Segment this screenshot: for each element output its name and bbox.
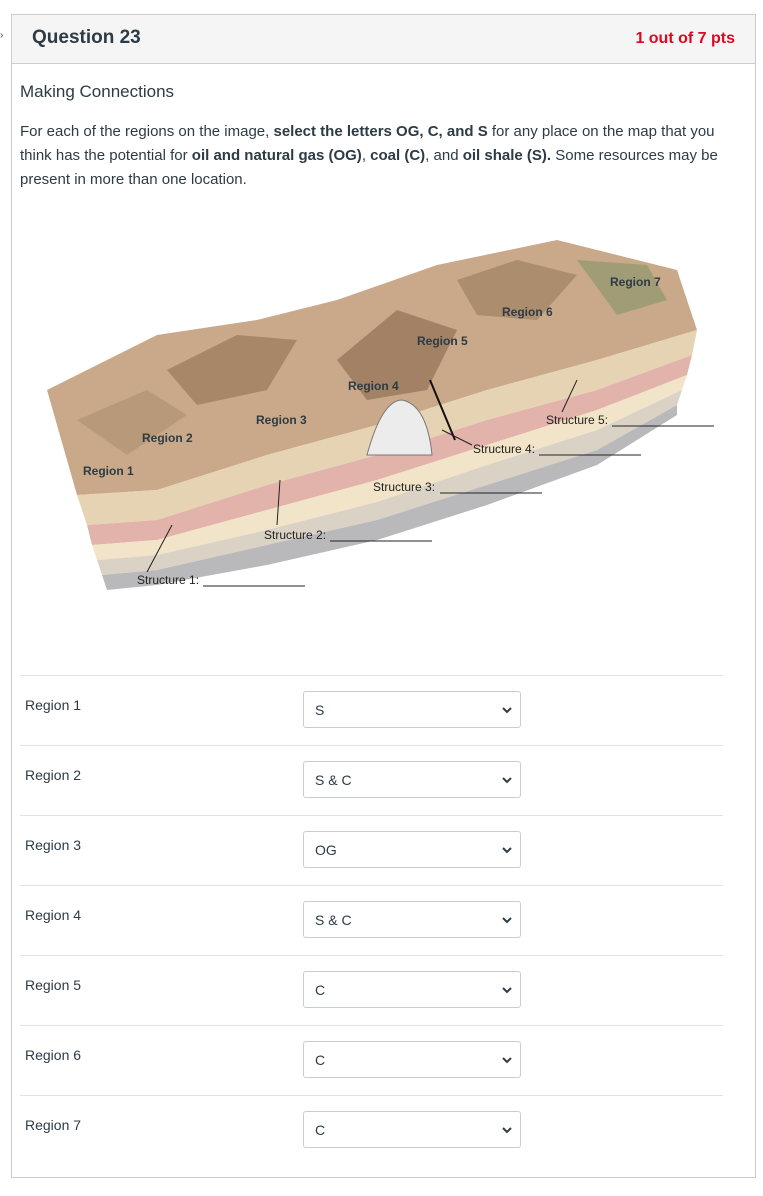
chevron-down-icon — [502, 705, 512, 715]
region-label: Region 7 — [610, 275, 661, 289]
select-value: S & C — [315, 772, 352, 788]
row-label: Region 1 — [25, 697, 82, 713]
text-part: for any place on the map that you think has the potential for — [20, 123, 715, 164]
answer-select[interactable] — [303, 761, 521, 798]
answer-select[interactable] — [303, 831, 521, 868]
chevron-down-icon — [502, 985, 512, 995]
question-points: 1 out of 7 pts — [635, 30, 735, 47]
select-value: S & C — [315, 912, 352, 928]
question-subtitle: Making Connections — [20, 82, 175, 101]
question-title: Question 23 — [32, 27, 141, 48]
select-value: OG — [315, 842, 337, 858]
text-bold: coal (C) — [370, 147, 426, 164]
row-label: Region 7 — [25, 1117, 82, 1133]
text-part: For each of the regions on the image, — [20, 123, 274, 140]
answer-select[interactable] — [303, 901, 521, 938]
answer-row — [20, 1095, 723, 1165]
answer-select[interactable] — [303, 1111, 521, 1148]
chevron-down-icon — [502, 1055, 512, 1065]
region-label: Region 5 — [417, 334, 468, 348]
answer-row — [20, 675, 723, 745]
question-body — [20, 82, 720, 192]
select-value: C — [315, 1052, 326, 1068]
answer-row — [20, 745, 723, 815]
text-part: , and — [425, 147, 463, 164]
answer-row — [20, 1025, 723, 1095]
answer-row — [20, 815, 723, 885]
select-value: C — [315, 982, 326, 998]
region-label: Region 3 — [256, 413, 307, 427]
answer-select[interactable] — [303, 691, 521, 728]
answer-row — [20, 885, 723, 955]
answer-select[interactable] — [303, 971, 521, 1008]
question-text — [20, 120, 720, 192]
text-part: , — [361, 147, 371, 164]
question-header — [12, 15, 755, 64]
row-label: Region 5 — [25, 977, 82, 993]
select-value: S — [315, 702, 325, 718]
answer-list — [20, 675, 723, 1165]
text-bold: select the letters OG, C, and S — [273, 123, 488, 140]
text-bold: oil shale (S). — [462, 147, 552, 164]
geologic-block-diagram — [37, 240, 717, 600]
region-label: Region 1 — [83, 464, 134, 478]
chevron-down-icon — [502, 915, 512, 925]
region-label: Region 2 — [142, 431, 193, 445]
chevron-down-icon — [502, 775, 512, 785]
region-label: Region 4 — [348, 379, 399, 393]
structure-label: Structure 2: — [264, 528, 327, 542]
chevron-down-icon — [502, 845, 512, 855]
row-label: Region 6 — [25, 1047, 82, 1063]
select-value: C — [315, 1122, 326, 1138]
collapse-arrow-icon: › — [0, 30, 4, 41]
structure-label: Structure 4: — [473, 442, 536, 456]
chevron-down-icon — [502, 1125, 512, 1135]
structure-label: Structure 3: — [373, 480, 436, 494]
answer-row — [20, 955, 723, 1025]
row-label: Region 4 — [25, 907, 82, 923]
row-label: Region 3 — [25, 837, 82, 853]
region-label: Region 6 — [502, 305, 553, 319]
row-label: Region 2 — [25, 767, 82, 783]
text-part: Some resources may be present in more than one location. — [20, 147, 718, 188]
structure-label: Structure 1: — [137, 573, 200, 587]
structure-label: Structure 5: — [546, 413, 609, 427]
text-bold: oil and natural gas (OG) — [191, 147, 362, 164]
answer-select[interactable] — [303, 1041, 521, 1078]
